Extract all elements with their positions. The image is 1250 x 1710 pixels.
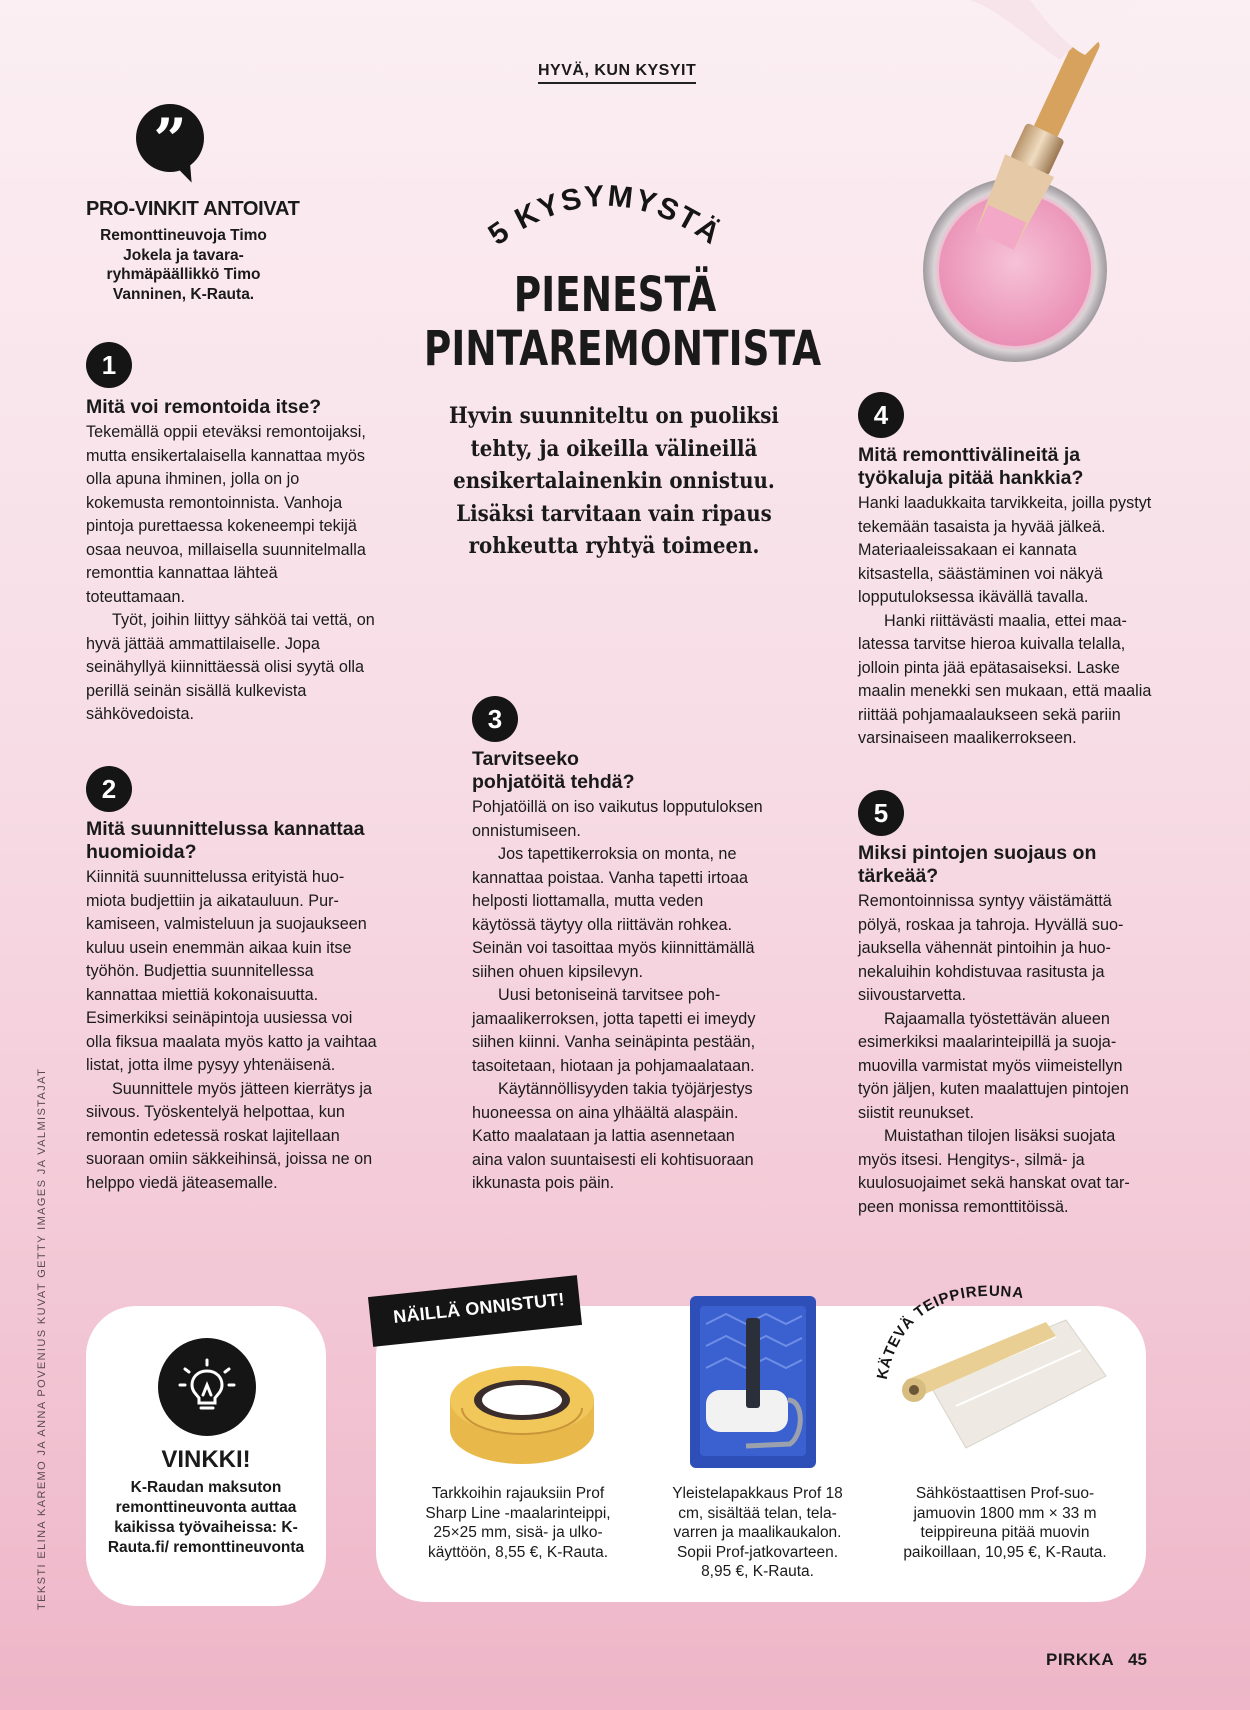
- question-2-paragraph: Suunnittele myös jätteen kierrätys ja siivous. Työskentelyä helpottaa, kun remontin edetessä roskat lajitellaan suoraan omiin säkkeihinsä, joissa ne on helppo viedä jäteasemalle.: [86, 1079, 373, 1192]
- question-5-title: Miksi pintojen suojaus on tärkeää?: [858, 842, 1097, 887]
- lead-paragraph: Hyvin suunniteltu on puoliksi tehty, ja oikeilla välineillä ensikertalainenkin onnistuu. Lisäksi tarvitaan vain ripaus rohkeutta ryhtyä toimeen.: [449, 403, 779, 559]
- products-banner-label: NÄILLÄ ONNISTUT!: [392, 1289, 566, 1327]
- question-5-paragraph: Muistathan tilojen lisäksi suojata myös itsesi. Hengitys-, silmä- ja kuulosuojaimet sekä hanskat ovat tarpeen monissa remonttitöissä.: [858, 1127, 1130, 1216]
- question-3-paragraph: Uusi betoniseinä tarvitsee pohjamaalikerroksen, jotta tapetti ei imeydy siihen kiinni. Vanha seinäpinta pestään, tasoitetaan, hiotaan ja pohjamaalataan.: [472, 986, 756, 1075]
- tip-title: VINKKI!: [161, 1446, 251, 1473]
- pro-tips-authors: Remonttineuvoja Timo Jokela ja tavararyhmäpäällikkö Timo Vanninen, K-Rauta.: [100, 227, 267, 303]
- question-1-body: [86, 421, 378, 727]
- paint-roller-tray-image: [686, 1294, 820, 1470]
- question-5-paragraph: Rajaamalla työstettävän alueen esimerkiksi maalarinteipillä ja suojamuovilla varmistat myös viimeistellyn työn jäljen, kuten maalattujen pintojen siistit reunukset.: [858, 1009, 1129, 1122]
- question-number-2: 2: [86, 766, 132, 812]
- question-5-paragraph: Remontoinnissa syntyy väistämättä pölyä, roskaa ja tahroja. Hyvällä suojauksella vähennät pintoihin ja huonekaluihin kohdistuvaa rasitusta ja siivoustarvetta.: [858, 892, 1124, 1004]
- product-caption-roller: Yleistelapakkaus Prof 18 cm, sisältää telan, telavarren ja maalikaukalon. Sopii Prof-jatkovarteen. 8,95 €, K-Rauta.: [672, 1485, 843, 1580]
- question-3-title: Tarvitseeko pohjatöitä tehdä?: [472, 748, 635, 793]
- masking-tape-image: [442, 1364, 602, 1468]
- page-number: 45: [1128, 1650, 1147, 1669]
- question-number-5: 5: [858, 790, 904, 836]
- question-4-paragraph: Hanki riittävästi maalia, ettei maalatessa tarvitse hieroa kuivalla telalla, jolloin pinta jää epätasaiseksi. Laske maalin menekki sen mukaan, että maalia riittää pohjamaalaukseen sekä pariin varsinaiseen maalikerrokseen.: [858, 611, 1152, 747]
- lightbulb-icon: [177, 1357, 237, 1417]
- tip-text: K-Raudan maksuton remonttineuvonta auttaa kaikissa työvaiheissa: K-Rauta.fi/ remonttineuvonta: [107, 1479, 305, 1556]
- question-3-paragraph: Pohjatöillä on iso vaikutus lopputuloksen onnistumiseen.: [472, 798, 763, 840]
- page-title: [423, 267, 822, 377]
- question-1-paragraph: Työt, joihin liittyy sähköä tai vettä, on hyvä jättää ammattilaiselle. Jopa seinähyllyä kiinnittäessä olisi syytä olla perillä seinän sisällä kulkevista sähkövedoista.: [86, 611, 375, 723]
- paint-can-illustration: [880, 0, 1250, 380]
- section-kicker: HYVÄ, KUN KYSYIT: [538, 62, 696, 84]
- quote-mark-icon: ”: [153, 106, 187, 174]
- product-caption-film: Sähköstaattisen Prof-suojamuovin 1800 mm × 33 m teippireuna pitää muovin paikoillaan, 10,95 €, K-Rauta.: [903, 1485, 1107, 1561]
- curved-product-label: [872, 1268, 1032, 1388]
- photo-credit: TEKSTI ELINA KAREMO JA ANNA POVENIUS KUVAT GETTY IMAGES JA VALMISTAJAT: [36, 1067, 48, 1610]
- page-title-line2: PINTAREMONTISTA: [423, 321, 822, 377]
- svg-text:KÄTEVÄ TEIPPIREUNA: KÄTEVÄ TEIPPIREUNA: [873, 1282, 1026, 1381]
- question-number-4: 4: [858, 392, 904, 438]
- question-number-1: 1: [86, 342, 132, 388]
- pro-tips-title: PRO-VINKIT ANTOIVAT: [86, 198, 300, 220]
- question-3-body: [472, 796, 764, 1196]
- question-1-paragraph: Tekemällä oppii eteväksi remontoijaksi, mutta ensikertalaisella kannattaa myös olla apuna ihminen, jolla on jo kokemusta remontoinnista. Vanhoja pintoja purettaessa kokeneempi tekijä osaa neuvoa, millaisella suunnitelmalla remonttia kannattaa lähteä toteuttamaan.: [86, 423, 366, 606]
- product-caption-tape: Tarkkoihin rajauksiin Prof Sharp Line -maalarinteippi, 25×25 mm, sisä- ja ulkokäyttöön, 8,55 €, K-Rauta.: [425, 1485, 611, 1561]
- question-4-title: Mitä remonttivälineitä ja työkaluja pitää hankkia?: [858, 444, 1084, 489]
- question-4-paragraph: Hanki laadukkaita tarvikkeita, joilla pystyt tekemään tasaista ja hyvää jälkeä. Materiaaleissakaan ei kannata kitsastella, säästäminen voi näkyä lopputuloksessa ikävällä tavalla.: [858, 494, 1152, 606]
- question-2-paragraph: Kiinnitä suunnittelussa erityistä huomiota budjettiin ja aikatauluun. Purkamiseen, valmisteluun ja suojaukseen kuluu usein enemmän aikaa kuin itse työhön. Budjettia suunnitellessa kannattaa miettiä kokonaisuutta. Esimerkiksi seinäpintoja uusiessa voi olla fiksua maalata myös katto ja vaihtaa listat, jotta ilme pysyy yhtenäisenä.: [86, 868, 377, 1074]
- question-5-body: [858, 890, 1154, 1219]
- question-1-title: Mitä voi remontoida itse?: [86, 396, 322, 418]
- question-3-paragraph: Käytännöllisyyden takia työjärjestys huoneessa on aina ylhäältä alaspäin. Katto maalataan ja lattia asennetaan aina valon suuntaisesti eli kohtisuoraan ikkunasta pois päin.: [472, 1080, 754, 1192]
- magazine-name: PIRKKA: [1046, 1650, 1115, 1669]
- question-3-paragraph: Jos tapettikerroksia on monta, ne kannattaa poistaa. Vanha tapetti irtoaa helposti liottamalla, mutta veden käytössä täytyy olla riittävän rohkea. Seinän voi tasoittaa myös kiinnittämällä siihen ohuen kipsilevyn.: [472, 845, 755, 981]
- curved-heading: [470, 160, 740, 260]
- svg-text:5 KYSYMYSTÄ: 5 KYSYMYSTÄ: [482, 179, 728, 252]
- question-2-body: [86, 866, 378, 1195]
- page-title-line1: PIENESTÄ: [513, 267, 717, 323]
- question-4-body: [858, 492, 1154, 751]
- question-number-3: 3: [472, 696, 518, 742]
- question-2-title: Mitä suunnittelussa kannattaa huomioida?: [86, 818, 365, 863]
